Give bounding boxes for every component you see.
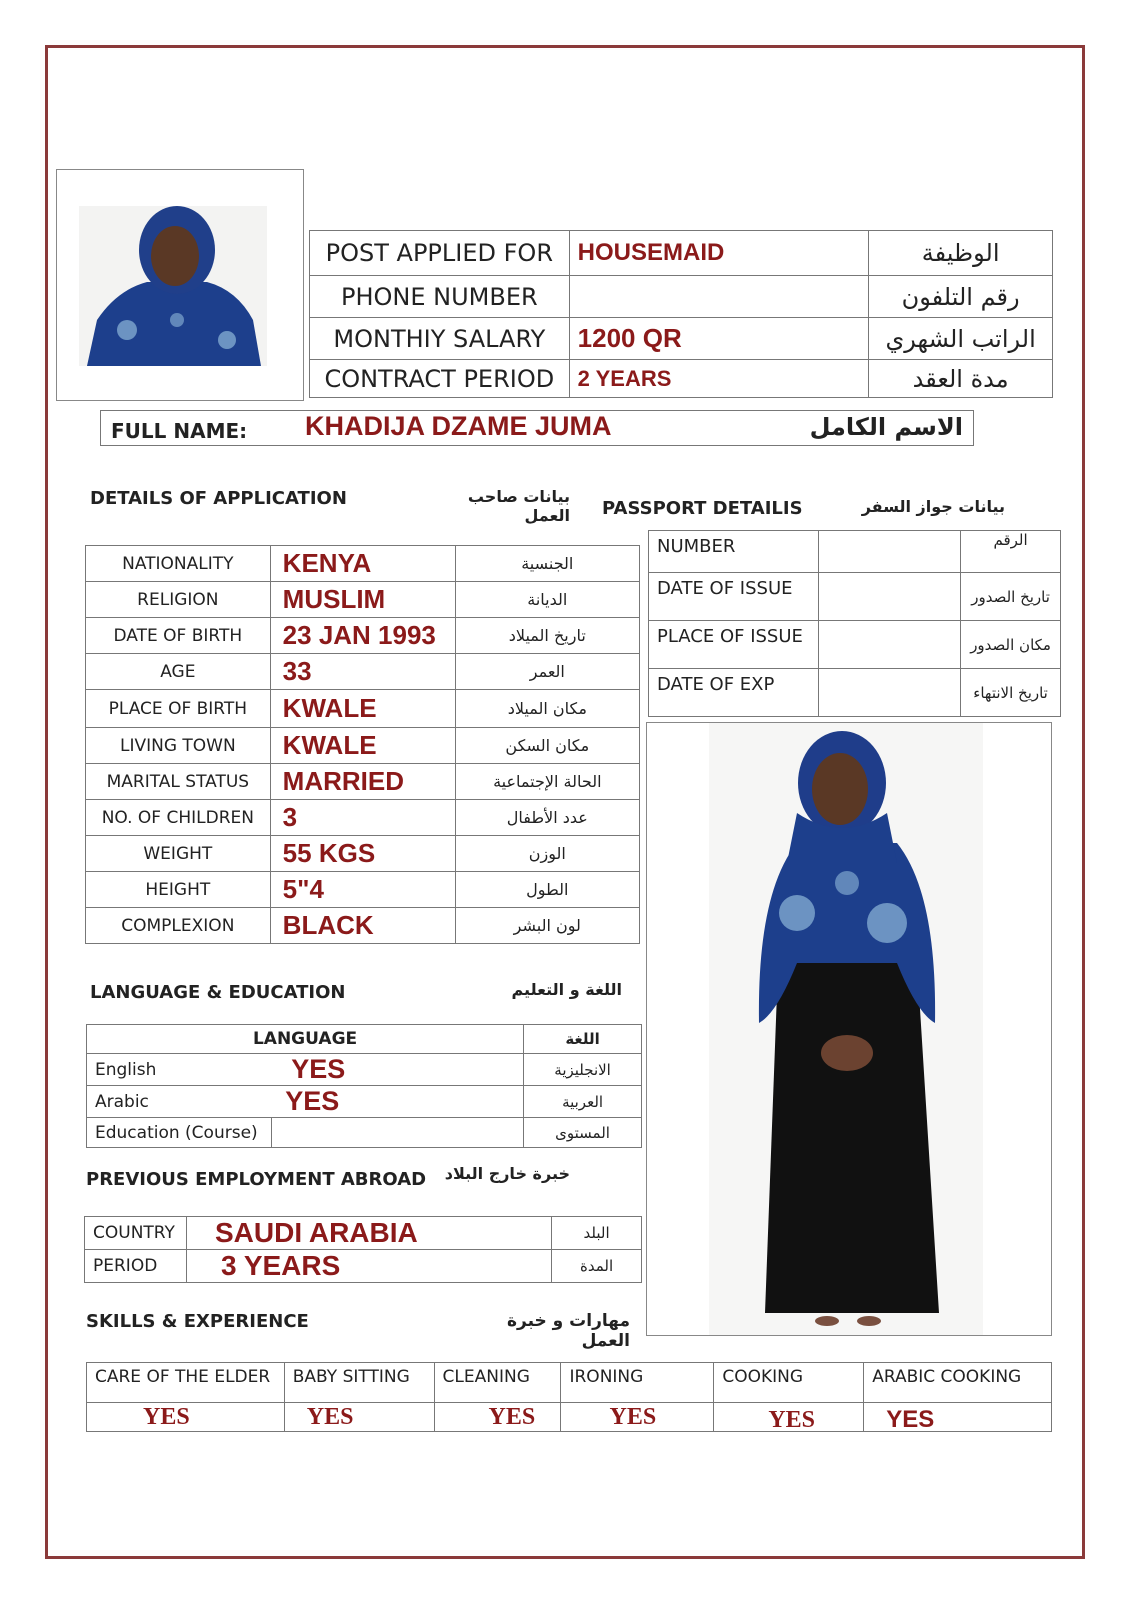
period-label: PERIOD <box>85 1250 187 1283</box>
post-info-table <box>309 230 1053 398</box>
table-row <box>85 1217 642 1250</box>
table-row <box>85 1250 642 1283</box>
application-value: 5"4 <box>270 872 455 908</box>
full-body-photo <box>647 723 1051 1335</box>
skills-title-ar: مهارات و خبرة العمل <box>506 1311 630 1351</box>
table-row <box>86 836 640 872</box>
employment-table <box>84 1216 642 1283</box>
table-row <box>87 1403 1052 1432</box>
application-ar: عدد الأطفال <box>455 800 639 836</box>
skill-babysitting-value: YES <box>284 1403 434 1432</box>
skill-cleaning-value: YES <box>434 1403 561 1432</box>
application-ar: الطول <box>455 872 639 908</box>
table-row <box>87 1054 642 1086</box>
table-row <box>649 669 1061 717</box>
skill-babysitting-label: BABY SITTING <box>284 1363 434 1403</box>
passport-number-label: NUMBER <box>649 531 819 573</box>
application-ar: لون البشر <box>455 908 639 944</box>
education-label: Education (Course) <box>87 1118 272 1148</box>
english-ar: الانجليزية <box>524 1054 642 1086</box>
language-col-header-ar: اللغة <box>524 1025 642 1054</box>
skill-elder-label: CARE OF THE ELDER <box>87 1363 285 1403</box>
passport-issue-date-value <box>818 573 960 621</box>
skill-arabic-cooking-label: ARABIC COOKING <box>864 1363 1052 1403</box>
education-value <box>271 1118 523 1148</box>
application-ar: مكان الميلاد <box>455 690 639 728</box>
table-row <box>86 908 640 944</box>
application-value: 23 JAN 1993 <box>270 618 455 654</box>
employment-title: PREVIOUS EMPLOYMENT ABROAD <box>86 1169 427 1190</box>
application-ar: مكان السكن <box>455 728 639 764</box>
passport-exp-label: DATE OF EXP <box>649 669 819 717</box>
post-applied-ar: الوظيفة <box>869 231 1053 276</box>
table-row <box>86 618 640 654</box>
full-body-photo-frame <box>646 722 1052 1336</box>
application-value: 55 KGS <box>270 836 455 872</box>
application-value: KWALE <box>270 728 455 764</box>
skills-title: SKILLS & EXPERIENCE <box>86 1311 309 1332</box>
skills-table <box>86 1362 1052 1432</box>
passport-title: PASSPORT DETAILIS <box>602 498 803 519</box>
language-title-ar: اللغة و التعليم <box>511 980 622 999</box>
phone-value <box>569 276 869 318</box>
skill-elder-value: YES <box>87 1403 285 1432</box>
period-value: 3 YEARS <box>186 1250 551 1283</box>
employment-title-ar: خبرة خارج البلاد <box>444 1164 570 1183</box>
application-label: DATE OF BIRTH <box>86 618 271 654</box>
country-label: COUNTRY <box>85 1217 187 1250</box>
application-title-ar: بيانات صاحب العمل <box>467 487 570 525</box>
application-label: WEIGHT <box>86 836 271 872</box>
passport-exp-value <box>818 669 960 717</box>
table-row <box>86 654 640 690</box>
passport-exp-ar: تاريخ الانتهاء <box>961 669 1061 717</box>
skill-cooking-label: COOKING <box>714 1363 864 1403</box>
application-label: NO. OF CHILDREN <box>86 800 271 836</box>
passport-title-ar: بيانات جواز السفر <box>861 497 1005 516</box>
application-table <box>85 545 640 944</box>
application-value: KWALE <box>270 690 455 728</box>
portrait-photo <box>57 170 303 400</box>
contract-label: CONTRACT PERIOD <box>310 360 570 398</box>
skill-cooking-value: YES <box>714 1403 864 1432</box>
table-row <box>310 360 1053 398</box>
skill-arabic-cooking-value: YES <box>864 1403 1052 1432</box>
salary-label: MONTHIY SALARY <box>310 318 570 360</box>
table-row <box>86 690 640 728</box>
passport-issue-place-ar: مكان الصدور <box>961 621 1061 669</box>
full-name-value: KHADIJA DZAME JUMA <box>305 411 612 441</box>
application-ar: تاريخ الميلاد <box>455 618 639 654</box>
phone-label: PHONE NUMBER <box>310 276 570 318</box>
application-label: PLACE OF BIRTH <box>86 690 271 728</box>
english-label: English <box>87 1054 272 1086</box>
application-ar: الحالة الإجتماعية <box>455 764 639 800</box>
skill-cleaning-label: CLEANING <box>434 1363 561 1403</box>
salary-ar: الراتب الشهري <box>869 318 1053 360</box>
application-label: LIVING TOWN <box>86 728 271 764</box>
application-ar: الجنسية <box>455 546 639 582</box>
education-ar: المستوى <box>524 1118 642 1148</box>
table-row <box>649 573 1061 621</box>
table-row <box>310 318 1053 360</box>
application-value: KENYA <box>270 546 455 582</box>
table-row <box>310 231 1053 276</box>
passport-number-ar: الرقم <box>961 531 1061 573</box>
country-ar: البلد <box>552 1217 642 1250</box>
passport-number-value <box>818 531 960 573</box>
full-name-label: FULL NAME: <box>111 419 248 443</box>
phone-ar: رقم التلفون <box>869 276 1053 318</box>
table-row <box>87 1118 642 1148</box>
application-ar: الوزن <box>455 836 639 872</box>
portrait-photo-frame <box>56 169 304 401</box>
english-value: YES <box>271 1054 523 1086</box>
language-table <box>86 1024 642 1148</box>
table-row <box>86 800 640 836</box>
table-row <box>86 872 640 908</box>
table-row <box>649 621 1061 669</box>
arabic-value: YES <box>271 1086 523 1118</box>
contract-ar: مدة العقد <box>869 360 1053 398</box>
post-applied-value: HOUSEMAID <box>569 231 869 276</box>
table-row <box>87 1086 642 1118</box>
application-ar: العمر <box>455 654 639 690</box>
table-row <box>87 1025 642 1054</box>
contract-value: 2 YEARS <box>569 360 869 398</box>
table-row <box>310 276 1053 318</box>
table-row <box>86 582 640 618</box>
application-value: 33 <box>270 654 455 690</box>
application-value: BLACK <box>270 908 455 944</box>
application-label: HEIGHT <box>86 872 271 908</box>
table-row <box>86 546 640 582</box>
table-row <box>86 728 640 764</box>
passport-issue-place-label: PLACE OF ISSUE <box>649 621 819 669</box>
skill-ironing-label: IRONING <box>561 1363 714 1403</box>
language-title: LANGUAGE & EDUCATION <box>90 982 346 1003</box>
table-row <box>649 531 1061 573</box>
application-label: AGE <box>86 654 271 690</box>
application-label: MARITAL STATUS <box>86 764 271 800</box>
table-row <box>86 764 640 800</box>
language-col-header: LANGUAGE <box>87 1025 524 1054</box>
table-row <box>87 1363 1052 1403</box>
application-value: MARRIED <box>270 764 455 800</box>
period-ar: المدة <box>552 1250 642 1283</box>
application-ar: الديانة <box>455 582 639 618</box>
full-name-ar: الاسم الكامل <box>809 413 963 441</box>
full-name-box <box>100 410 974 446</box>
post-applied-label: POST APPLIED FOR <box>310 231 570 276</box>
application-label: RELIGION <box>86 582 271 618</box>
arabic-ar: العربية <box>524 1086 642 1118</box>
passport-issue-date-ar: تاريخ الصدور <box>961 573 1061 621</box>
application-label: COMPLEXION <box>86 908 271 944</box>
salary-value: 1200 QR <box>569 318 869 360</box>
passport-issue-date-label: DATE OF ISSUE <box>649 573 819 621</box>
skill-ironing-value: YES <box>561 1403 714 1432</box>
application-value: 3 <box>270 800 455 836</box>
arabic-label: Arabic <box>87 1086 272 1118</box>
passport-table <box>648 530 1061 717</box>
application-label: NATIONALITY <box>86 546 271 582</box>
country-value: SAUDI ARABIA <box>186 1217 551 1250</box>
passport-issue-place-value <box>818 621 960 669</box>
application-value: MUSLIM <box>270 582 455 618</box>
application-title: DETAILS OF APPLICATION <box>90 488 347 509</box>
